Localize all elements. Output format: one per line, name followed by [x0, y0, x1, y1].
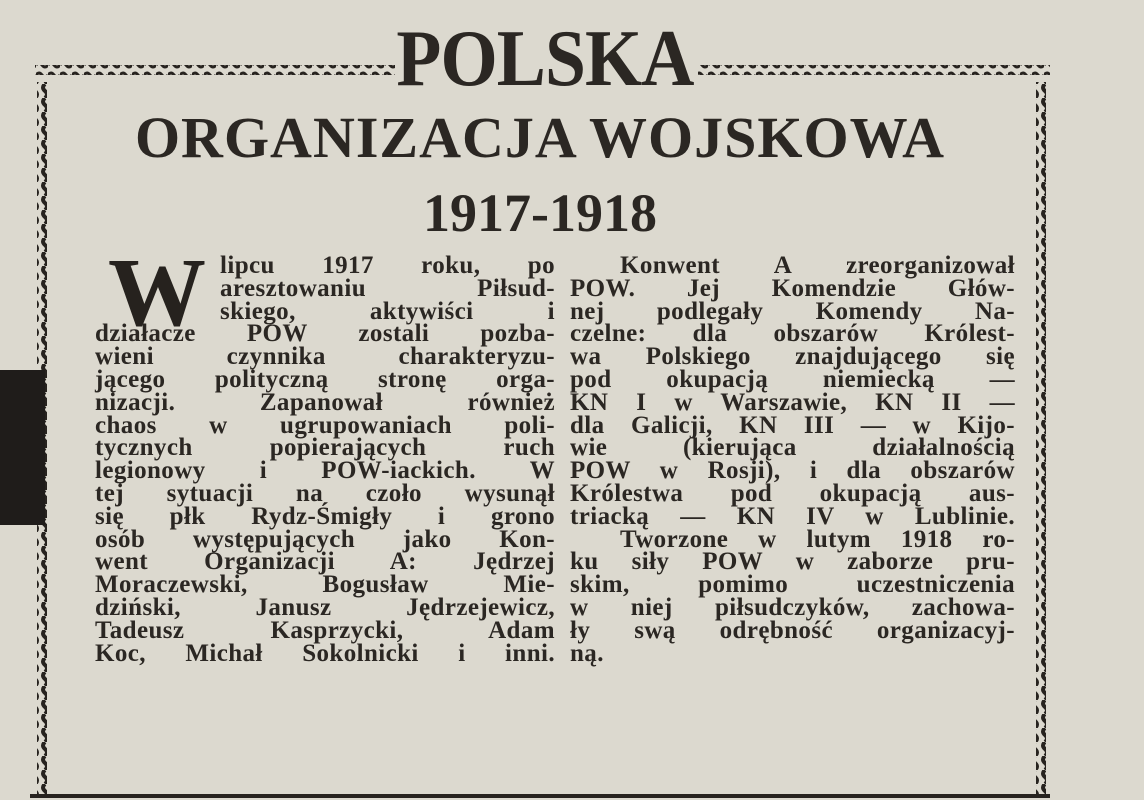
text-line: w niej piłsudczyków, zachowa-: [570, 593, 1015, 621]
text-line: Koc, Michał Sokolnicki i inni.: [95, 639, 555, 667]
text-line: KN I w Warszawie, KN II —: [570, 388, 1015, 416]
article-title: ORGANIZACJA WOJSKOWA: [134, 105, 946, 170]
text-line: wieni czynnika charakteryzu-: [95, 343, 555, 371]
text-line: wie (kierująca działalnością: [570, 434, 1015, 462]
text-line: działacze POW zostali pozba-: [95, 320, 555, 348]
text-line: Tworzone w lutym 1918 ro-: [620, 525, 1015, 553]
text-line: Moraczewski, Bogusław Mie-: [95, 571, 555, 599]
text-line: lipcu 1917 roku, po: [220, 252, 555, 279]
section-title: POLSKA: [396, 15, 694, 103]
right-column: [570, 252, 1015, 667]
text-line: aresztowaniu Piłsud-: [220, 274, 555, 302]
text-line: ną.: [570, 639, 604, 667]
text-line: dla Galicji, KN III — w Kijo-: [570, 411, 1015, 439]
text-line: nizacji. Zapanował również: [95, 388, 555, 416]
text-line: triacką — KN IV w Lublinie.: [570, 502, 1015, 530]
left-column: [95, 252, 555, 667]
text-line: czelne: dla obszarów Królest-: [570, 320, 1015, 348]
text-line: ku siły POW w zaborze pru-: [570, 548, 1015, 576]
margin-black-bar: [0, 370, 45, 525]
text-line: chaos w ugrupowaniach poli-: [95, 411, 555, 439]
text-line: nej podlegały Komendy Na-: [570, 297, 1015, 325]
article-years: 1917-1918: [423, 183, 657, 243]
text-line: Konwent A zreorganizował: [620, 252, 1015, 279]
text-line: Tadeusz Kasprzycki, Adam: [95, 616, 555, 644]
text-line: POW w Rosji), i dla obszarów: [570, 457, 1015, 485]
text-line: dziński, Janusz Jędrzejewicz,: [95, 593, 555, 621]
text-line: POW. Jej Komendzie Głów-: [570, 274, 1015, 302]
bottom-rule: [30, 794, 1050, 798]
text-line: tycznych popierających ruch: [95, 434, 555, 462]
text-line: tej sytuacji na czoło wysunął: [95, 479, 555, 507]
text-line: wa Polskiego znajdującego się: [570, 343, 1015, 371]
text-line: skiego, aktywiści i: [220, 297, 555, 325]
text-line: went Organizacji A: Jędrzej: [95, 548, 555, 576]
text-line: jącego polityczną stronę orga-: [95, 365, 555, 393]
drop-cap: W: [108, 239, 206, 347]
text-line: pod okupacją niemiecką —: [570, 365, 1015, 393]
text-line: skim, pomimo uczestniczenia: [570, 571, 1015, 599]
text-line: osób występujących jako Kon-: [95, 525, 555, 553]
text-line: ły swą odrębność organizacyj-: [570, 616, 1015, 644]
text-line: legionowy i POW-iackich. W: [95, 457, 555, 485]
text-line: Królestwa pod okupacją aus-: [570, 479, 1015, 507]
text-line: się płk Rydz-Śmigły i grono: [95, 502, 555, 530]
